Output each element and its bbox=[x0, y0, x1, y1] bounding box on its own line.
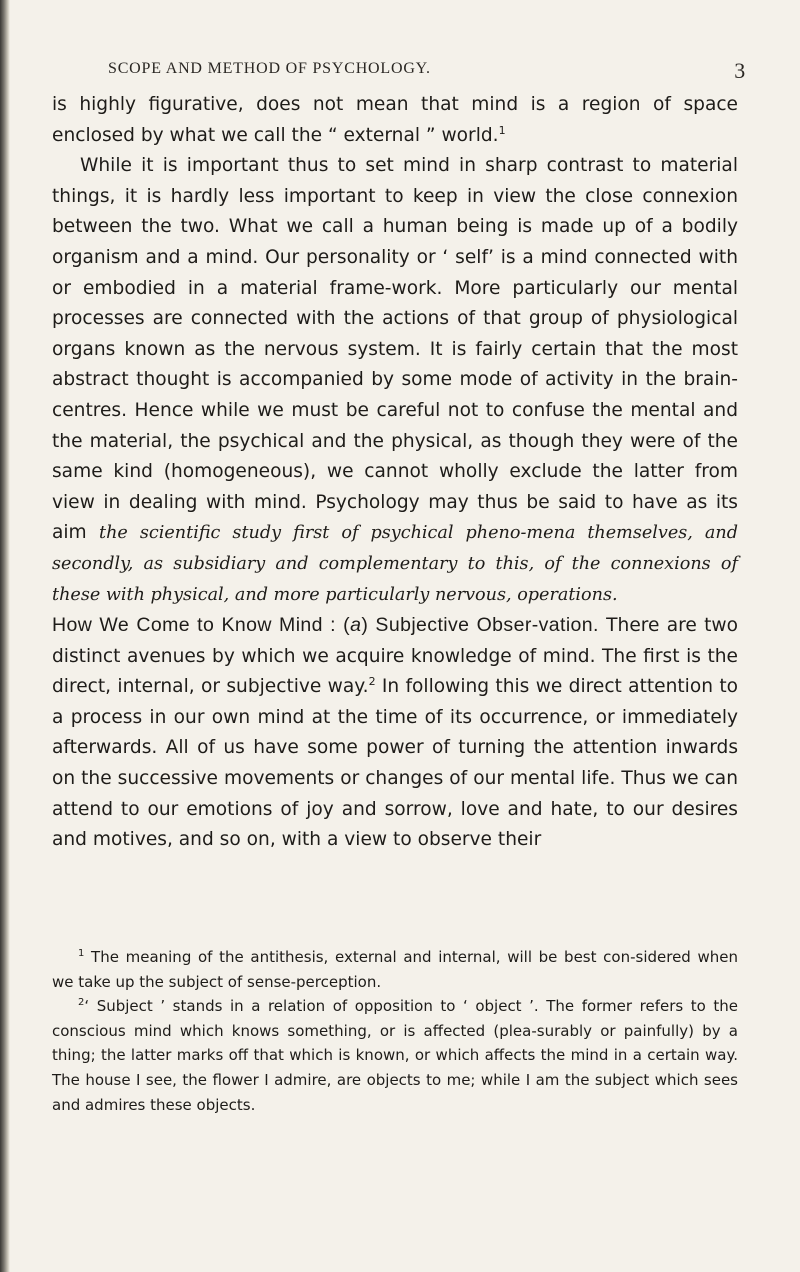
book-page bbox=[52, 58, 746, 856]
page-number: 3 bbox=[734, 58, 746, 83]
section-heading: How We Come to Know Mind : (a) Subjective Obser-vation. bbox=[52, 614, 599, 637]
paragraph-continued: is highly figurative, does not mean that mind is a region of space enclosed by what we call the “ external ” world.$^1$ bbox=[52, 94, 738, 146]
running-header bbox=[52, 58, 746, 90]
footnote-ref-1: 1 bbox=[498, 123, 506, 137]
body-text bbox=[52, 90, 738, 856]
running-title: SCOPE AND METHOD OF PSYCHOLOGY. bbox=[108, 60, 431, 77]
page-binding-edge bbox=[0, 0, 10, 1272]
footnote-2: $^2$‘ Subject ’ stands in a relation of opposition to ‘ object ’. The former refers to the conscious mind which knows something, or is affected (plea-surably or painfully) by a thing; the latter marks off that which is known, or which affects the mind in a certain way. The house I see, the flower I admire, are objects to me; while I am the subject which sees and admires these objects. bbox=[52, 997, 738, 1114]
paragraph-mind-body: While it is important thus to set mind in sharp contrast to material things, it is hardly less important to keep in view the close connexion between the two. What we call a human being is made up of a bodily organism and a mind. Our personality or ‘ self’ is a mind connected with or embodied in a material frame-work. More particularly our mental processes are connected with the actions of that group of physiological organs known as the nervous system. It is fairly certain that the most abstract thought is accompanied by some mode of activity in the brain-centres. Hence while we must be careful not to confuse the mental and the material, the psychical and the physical, as though they were of the same kind (homogeneous), we cannot wholly exclude the latter from view in dealing with mind. Psychology may thus be said to have as its aim the scientific study first of psychical pheno-mena themselves, and secondly, as subsidiary and complementary to this, of the connexions of these with physical, and more particularly nervous, operations. bbox=[52, 155, 738, 605]
definition-italic: the scientific study first of psychical pheno-mena themselves, and secondly, as subsidiary and complementary to this, of the connexions of these with physical, and more particularly nervous, operations. bbox=[52, 523, 738, 605]
paragraph-subjective-observation: How We Come to Know Mind : (a) Subjective Obser-vation. There are two distinct avenues by which we acquire knowledge of mind. The first is the direct, internal, or subjective way.$^2$ In following this we direct attention to a process in our own mind at the time of its occurrence, or immediately afterwards. All of us have some power of turning the attention inwards on the successive movements or changes of our mental life. Thus we can attend to our emotions of joy and sorrow, love and hate, to our desires and motives, and so on, with a view to observe their bbox=[52, 614, 738, 851]
footnote-ref-2: 2 bbox=[368, 675, 376, 689]
footnote-1: $^1$ The meaning of the antithesis, external and internal, will be best con-sidered when we take up the subject of sense-perception. bbox=[52, 948, 738, 991]
footnotes bbox=[52, 945, 738, 1117]
